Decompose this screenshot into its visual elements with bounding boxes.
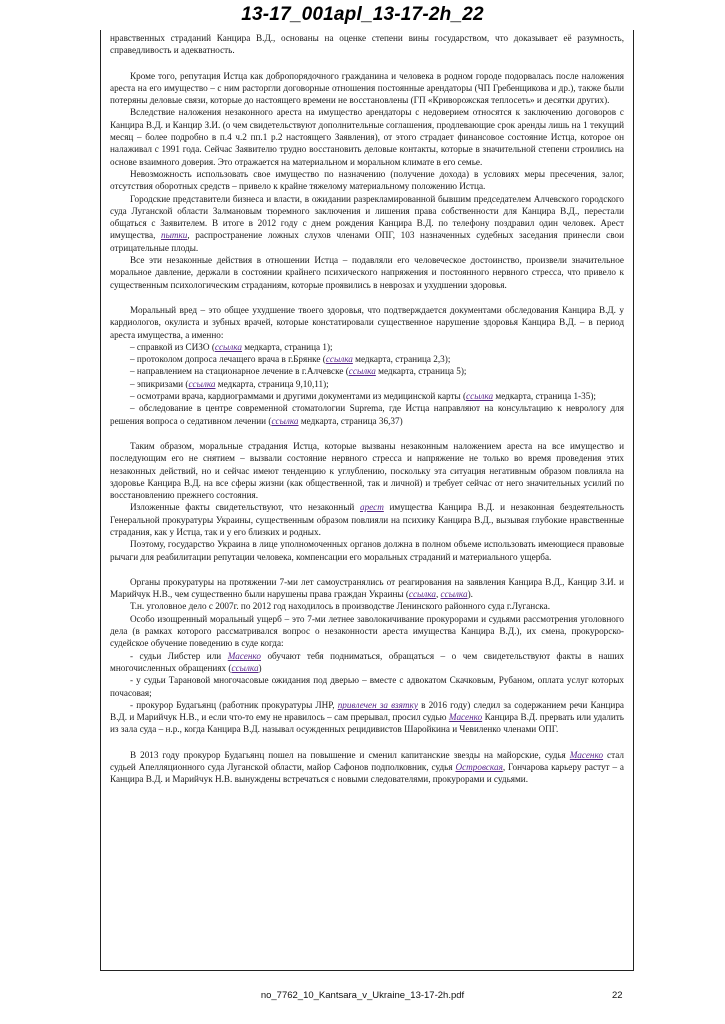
paragraph-text: ). (467, 589, 473, 600)
paragraph-text: – протоколом допроса лечащего врача в г.Брянке ( (130, 354, 326, 365)
paragraph-text: Невозможность использовать свое имущество по назначению (получение дохода) в условиях меры пресечения, залог, отсутствия оборотных средств – привело к крайне тяжелому материальному положению Истца. (110, 168, 624, 192)
paragraph (110, 613, 624, 650)
reference-link[interactable]: Масенко (448, 712, 483, 723)
page-title: 13-17_001apl_13-17-2h_22 (241, 4, 484, 25)
paragraph (110, 600, 624, 612)
paragraph (110, 749, 624, 786)
paragraph (110, 106, 624, 167)
reference-link[interactable]: ссылка (440, 589, 468, 600)
paragraph (110, 32, 624, 57)
paragraph-text: – осмотрами врача, кардиограммами и другими документами из медицинской карты ( (130, 391, 467, 402)
paragraph-text: Городские представители бизнеса и власти, в ожидании разрекламированной бывшим председателем Алчевского городского суда Луганской области Залмановым тюремного заключения и лишения права собственности для Канцира В.Д., перестали общаться с Заявителем. В итоге в 2012 году с днем рождения Канцира В.Д. по телефону поздравил один человек. Арест имущества, (110, 193, 624, 241)
reference-link[interactable]: Островская (455, 762, 503, 773)
reference-link[interactable]: арест (359, 502, 384, 513)
paragraph (110, 254, 624, 291)
list-item (110, 365, 624, 377)
paragraph-text: медкарта, страница 1); (241, 341, 333, 352)
reference-link[interactable]: ссылка (466, 391, 494, 402)
list-item (110, 390, 624, 402)
paragraph-text: – направлением на стационарное лечение в г.Алчевске ( (130, 366, 349, 377)
reference-link[interactable]: Масенко (227, 650, 261, 661)
paragraph-text: стал судьей Апелляционного суда Луганской области, майор Сафонов подполковник, судья (110, 749, 624, 773)
paragraph-text: Все эти незаконные действия в отношении Истца – подавляли его человеческое достоинство, произвели значительное моральное давление, держали в состоянии крайнего психического напряжения и постоянного нервного стресса, что привело к существенным психологическим страданиям, которые проявились в неврозах и ухудшении здоровья. (110, 255, 624, 290)
paragraph-gap (110, 736, 624, 749)
paragraph-text: , Гончарова карьеру растут – а Канцира В.Д. и Марийчук Н.В. вынуждены встречаться с новыми следователями, прокурорами и судьями. (110, 762, 624, 785)
paragraph-text: в 2016 году) следил за содержанием речи Канцира В.Д. и Марийчук Н.В., и если что-то ему не нравилось – сам прерывал, просил судью (110, 699, 624, 723)
paragraph (110, 699, 624, 736)
document-text (101, 30, 633, 786)
paragraph (110, 576, 624, 601)
paragraph-text: медкарта, страница 1-35); (493, 391, 596, 402)
paragraph (110, 650, 624, 675)
reference-link[interactable]: ссылка (325, 354, 353, 365)
paragraph-text: - прокурор Будагьянц (работник прокуратуры ЛНР, (130, 699, 338, 710)
footer-filename: no_7762_10_Kantsara_v_Ukraine_13-17-2h.pdf (260, 990, 465, 1001)
paragraph (110, 538, 624, 563)
list-item (110, 402, 624, 427)
paragraph-gap (110, 291, 624, 304)
paragraph-text: , распространение ложных слухов членами ОПГ, 103 назначенных судебных заседания принесли свои отрицательные плоды. (110, 230, 624, 253)
paragraph-text: медкарта, страница 5); (375, 366, 467, 377)
paragraph-text: медкарта, страница 2,3); (352, 354, 451, 365)
paragraph-text: Т.н. уголовное дело с 2007г. по 2012 год находилось в производстве Ленинского районного суда г.Луганска. (130, 601, 551, 612)
paragraph-text: Канцира В.Д. прервать или удалить из зала суда – н.р., когда Канцира В.Д. называл осужденных рецидивистов Шаройкина и Чевиленко членами ОПГ. (110, 712, 624, 735)
paragraph-text: медкарта, страница 9,10,11); (215, 378, 329, 389)
reference-link[interactable]: ссылка (348, 366, 376, 377)
paragraph (110, 304, 624, 341)
reference-link[interactable]: пытки (161, 230, 188, 241)
paragraph-text: обучают тебя подниматься, обращаться – о чем свидетельствуют факты в наших многочисленных обращениях ( (110, 650, 624, 673)
paragraph-text: Вследствие наложения незаконного ареста на имущество арендаторы с недоверием относятся к заключению договоров с Канцира В.Д. и Канцир З.И. (о чем свидетельствуют дополнительные соглашения, продлевающие срок аренды лишь на 1 текущий месяц – более подробно в п.4 ч.2 пп.1 р.2 настоящего Заявления), от этого страдает финансовое состояние Истца, которое он налаживал с 1991 года. Сейчас Заявителю трудно восстановить деловые контакты, которые в значительной степени строились на основе взаимного доверия. Это отражается на материальном и моральном климате в его семье. (110, 107, 624, 167)
paragraph-text: Органы прокуратуры на протяжении 7-ми лет самоустранялись от реагирования на заявления Канцира В.Д., Канцир З.И. и Марийчук Н.В., чем существенно были нарушены права граждан Украины ( (110, 576, 624, 600)
paragraph (110, 440, 624, 501)
reference-link[interactable]: Масенко (569, 749, 604, 760)
paragraph (110, 674, 624, 699)
list-item (110, 341, 624, 353)
reference-link[interactable]: ссылка (408, 589, 436, 600)
paragraph-text: - у судьи Тарановой многочасовые ожидания под дверью – вместе с адвокатом Скачковым, Рубаном, оплата услуг которых почасовая; (110, 675, 624, 698)
paragraph-text: – эпикризами ( (130, 378, 189, 389)
paragraph-text: В 2013 году прокурор Будагьянц пошел на повышение и сменил капитанские звезды на майорские, судья (130, 749, 570, 760)
paragraph-text: имущества Канцира В.Д. и незаконная бездеятельность Генеральной прокуратуры Украины, существенным образом повлияли на психику Канцира В.Д., вызывая глубокие нравственные страдания, как у Истца, так и у его близких и родных. (110, 502, 624, 537)
document-body (100, 30, 634, 971)
paragraph-text: – обследование в центре современной стоматологии Suprema, где Истца направляют на консультацию к неврологу для решения вопроса о седативном лечении ( (110, 403, 624, 426)
paragraph (110, 168, 624, 193)
paragraph-gap (110, 427, 624, 440)
reference-link[interactable]: привлечен за взятку (337, 699, 418, 710)
paragraph (110, 501, 624, 538)
list-item (110, 353, 624, 365)
paragraph-text: , (435, 589, 441, 600)
paragraph-text: Особо изощренный моральный ущерб – это 7-ми летнее заволокичивание прокурорами и судьями рассмотрения уголовного дела (в рамках которого рассматривался вопрос о незаконности ареста имущества Канцира В.Д.), их смена, прокурорско-судейское обучение поведению в суде когда: (110, 613, 624, 649)
paragraph-text: Поэтому, государство Украина в лице уполномоченных органов должна в полном объеме использовать имеющиеся правовые рычаги для реабилитации репутации человека, компенсации его моральных страданий и материального ущерба. (110, 539, 624, 562)
paragraph-text: Таким образом, моральные страдания Истца, которые вызваны незаконным наложением ареста на все имущество и последующим его не снятием – вызвали состояние нервного стресса и напряжение не только во время проведения этих незаконных действий, но и сейчас имеют тенденцию к углублению, поскольку эта ситуация негативным образом повлияла на здоровье Канцира В.Д. на все сферы жизни (как общественной, так и личной) и требует сейчас от него значительных усилий по восстановлению прежнего состояния. (110, 440, 624, 501)
reference-link[interactable]: ссылка (214, 341, 242, 352)
reference-link[interactable]: ссылка (231, 662, 259, 673)
paragraph-text: Кроме того, репутация Истца как добропорядочного гражданина и человека в родном городе подорвалась после наложения ареста на его имущество – с ним расторгли договорные отношения постоянные арендаторы (ЧП Гребенщикова и др.), также были потеряны деловые связи, которые до настоящего времени не восстановлены (ГП «Криворожская теплосеть» и десятки других). (110, 70, 624, 106)
reference-link[interactable]: ссылка (271, 415, 299, 426)
paragraph-gap (110, 57, 624, 70)
paragraph-text: медкарта, страница 36,37) (298, 415, 403, 426)
paragraph-text: – справкой из СИЗО ( (130, 341, 215, 352)
paragraph-text: Моральный вред – это общее ухудшение твоего здоровья, что подтверждается документами обследования Канцира В.Д. у кардиологов, окулиста и зубных врачей, которые констатировали существенное нарушение здоровья Канцира В.Д. – в период ареста имущества, а именно: (110, 304, 624, 340)
paragraph-text: нравственных страданий Канцира В.Д., основаны на оценке степени вины государством, что доказывает её разумность, справедливость и адекватность. (110, 33, 624, 56)
paragraph-text: Изложенные факты свидетельствуют, что незаконный (130, 502, 360, 513)
paragraph-text: ) (258, 662, 262, 673)
paragraph-gap (110, 563, 624, 576)
list-item (110, 378, 624, 390)
footer-page-number: 22 (612, 990, 623, 1001)
paragraph (110, 193, 624, 254)
paragraph-text: - судьи Либстер или (130, 650, 228, 661)
paragraph (110, 70, 624, 107)
reference-link[interactable]: ссылка (188, 378, 216, 389)
